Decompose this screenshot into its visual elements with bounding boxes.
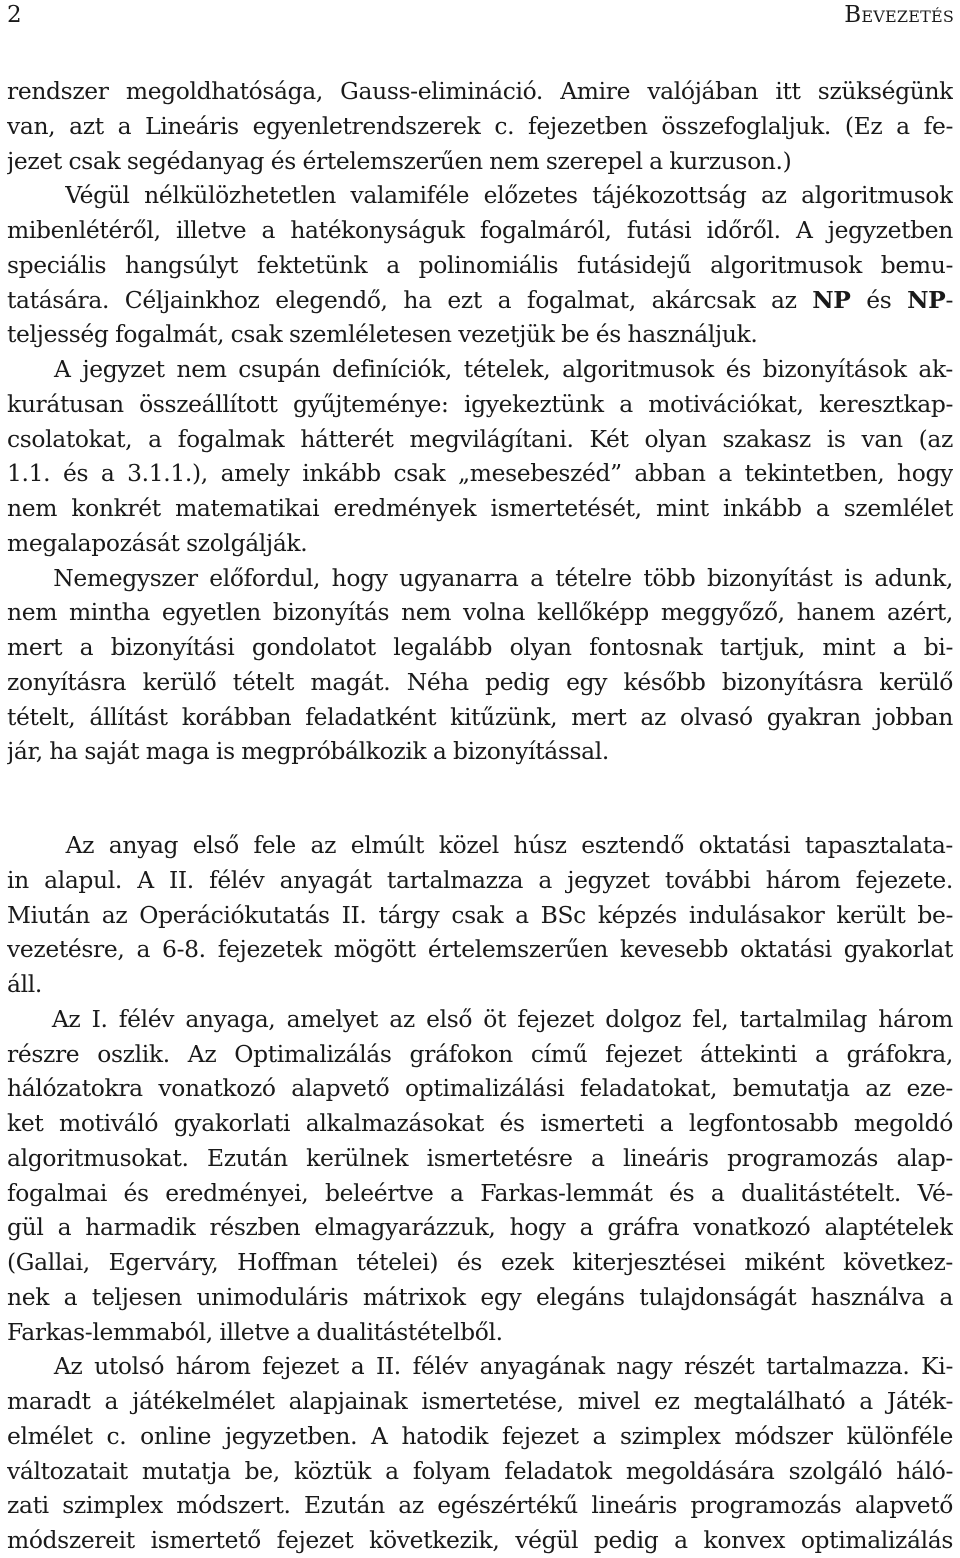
text-line: speciális hangsúlyt fektetünk a polinomiális futásidejű algoritmusok bemu- [7,250,953,279]
text-line: elmélet c. online jegyzetben. A hatodik fejezet a szimplex módszer különféle [7,1421,953,1450]
text-line: algoritmusokat. Ezután kerülnek ismertetésre a lineáris programozás alap- [7,1143,953,1172]
text-line: mert a bizonyítási gondolatot legalább olyan fontosnak tartjuk, mint a bi- [7,633,953,661]
text-line: Miután az Operációkutatás II. tárgy csak a BSc képzés indulásakor került be- [7,900,953,929]
text-line: fogalmai és eredményei, beleértve a Farkas-lemmát és a dualitástételt. Vé- [7,1178,953,1207]
text-line: in alapul. A II. félév anyagát tartalmazza a jegyzet további három fejezete. [7,865,953,894]
text-line: teljesség fogalmát, csak szemléletesen vezetjük be és használjuk. [7,320,758,349]
text-line: jezet csak segédanyag és értelemszerűen nem szerepel a kurzuson.) [7,146,792,175]
text-line: Az I. félév anyaga, amelyet az első öt fejezet dolgoz fel, tartalmilag három [7,1004,953,1033]
text-line: Farkas-lemmaból, illetve a dualitástételből. [7,1317,503,1346]
text-line: zati szimplex módszert. Ezután az egészértékű lineáris programozás alapvető [7,1491,953,1520]
text-line: jár, ha saját maga is megpróbálkozik a bizonyítással. [7,737,609,766]
text-line: nem mintha egyetlen bizonyítás nem volna kellőképp meggyőző, hanem azért, [7,598,953,627]
text-line: A jegyzet nem csupán definíciók, tételek, algoritmusok és bizonyítások ak- [7,355,953,383]
running-title: Bevezetés [844,2,954,28]
text-line: módszereit ismertető fejezet következik, végül pedig a konvex optimalizálás [7,1526,953,1554]
page-header [7,2,954,36]
text-line: mibenlétéről, illetve a hatékonyságuk fogalmáról, futási időről. A jegyzetben [7,216,953,244]
text-line: részre oszlik. Az Optimalizálás gráfokon című fejezet áttekinti a gráfokra, [7,1039,953,1068]
text-line: megalapozását szolgálják. [7,528,308,557]
text-line: (Gallai, Egerváry, Hoffman tételei) és ezek kiterjesztései miként következ- [7,1248,953,1276]
text-line: 1.1. és a 3.1.1.), amely inkább csak „mesebeszéd” abban a tekintetben, hogy [7,459,953,488]
text-line: kurátusan összeállított gyűjteménye: igyekeztünk a motivációkat, keresztkap- [7,389,953,418]
text-line: nem konkrét matematikai eredmények ismertetését, mint inkább a szemlélet [7,494,953,522]
text-line: vezetésre, a 6-8. fejezetek mögött értelemszerűen kevesebb oktatási gyakorlat [7,935,953,964]
text-line: tatására. Céljainkhoz elegendő, ha ezt a fogalmat, akárcsak az NP és NP- [7,285,953,314]
text-line: tételt, állítást korábban feladatként kitűzünk, mert az olvasó gyakran jobban [7,702,953,731]
text-line: hálózatokra vonatkozó alapvető optimalizálási feladatokat, bemutatja az eze- [7,1074,953,1103]
text-line: áll. [7,970,42,998]
text-line: Nemegyszer előfordul, hogy ugyanarra a tételre több bizonyítást is adunk, [7,563,953,592]
text-block-course-content [7,828,953,1558]
text-line: Az utolsó három fejezet a II. félév anyagának nagy részét tartalmazza. Ki- [7,1352,953,1381]
text-line: zonyításra kerülő tételt magát. Néha pedig egy később bizonyításra kerülő [7,667,953,696]
text-line: maradt a játékelmélet alapjainak ismertetése, mivel ez megtalálható a Játék- [7,1387,953,1415]
text-block-intro [7,74,953,769]
text-line: változatait mutatja be, köztük a folyam feladatok megoldására szolgáló háló- [7,1456,953,1485]
text-line: gül a harmadik részben elmagyarázzuk, hogy a gráfra vonatkozó alaptételek [7,1213,953,1242]
text-line: csolatokat, a fogalmak hátterét megvilágítani. Két olyan szakasz is van (az [7,424,953,453]
text-line: Végül nélkülözhetetlen valamiféle előzetes tájékozottság az algoritmusok [7,181,953,210]
page-number: 2 [7,2,22,28]
text-line: rendszer megoldhatósága, Gauss-elimináció. Amire valójában itt szükségünk [7,77,953,105]
text-line: Az anyag első fele az elmúlt közel húsz esztendő oktatási tapasztalata- [7,831,953,859]
text-line: ket motiváló gyakorlati alkalmazásokat és ismerteti a legfontosabb megoldó [7,1109,953,1137]
text-line: nek a teljesen unimoduláris mátrixok egy elegáns tulajdonságát használva a [7,1282,953,1311]
text-line: van, azt a Lineáris egyenletrendszerek c. fejezetben összefoglaljuk. (Ez a fe- [7,111,953,140]
